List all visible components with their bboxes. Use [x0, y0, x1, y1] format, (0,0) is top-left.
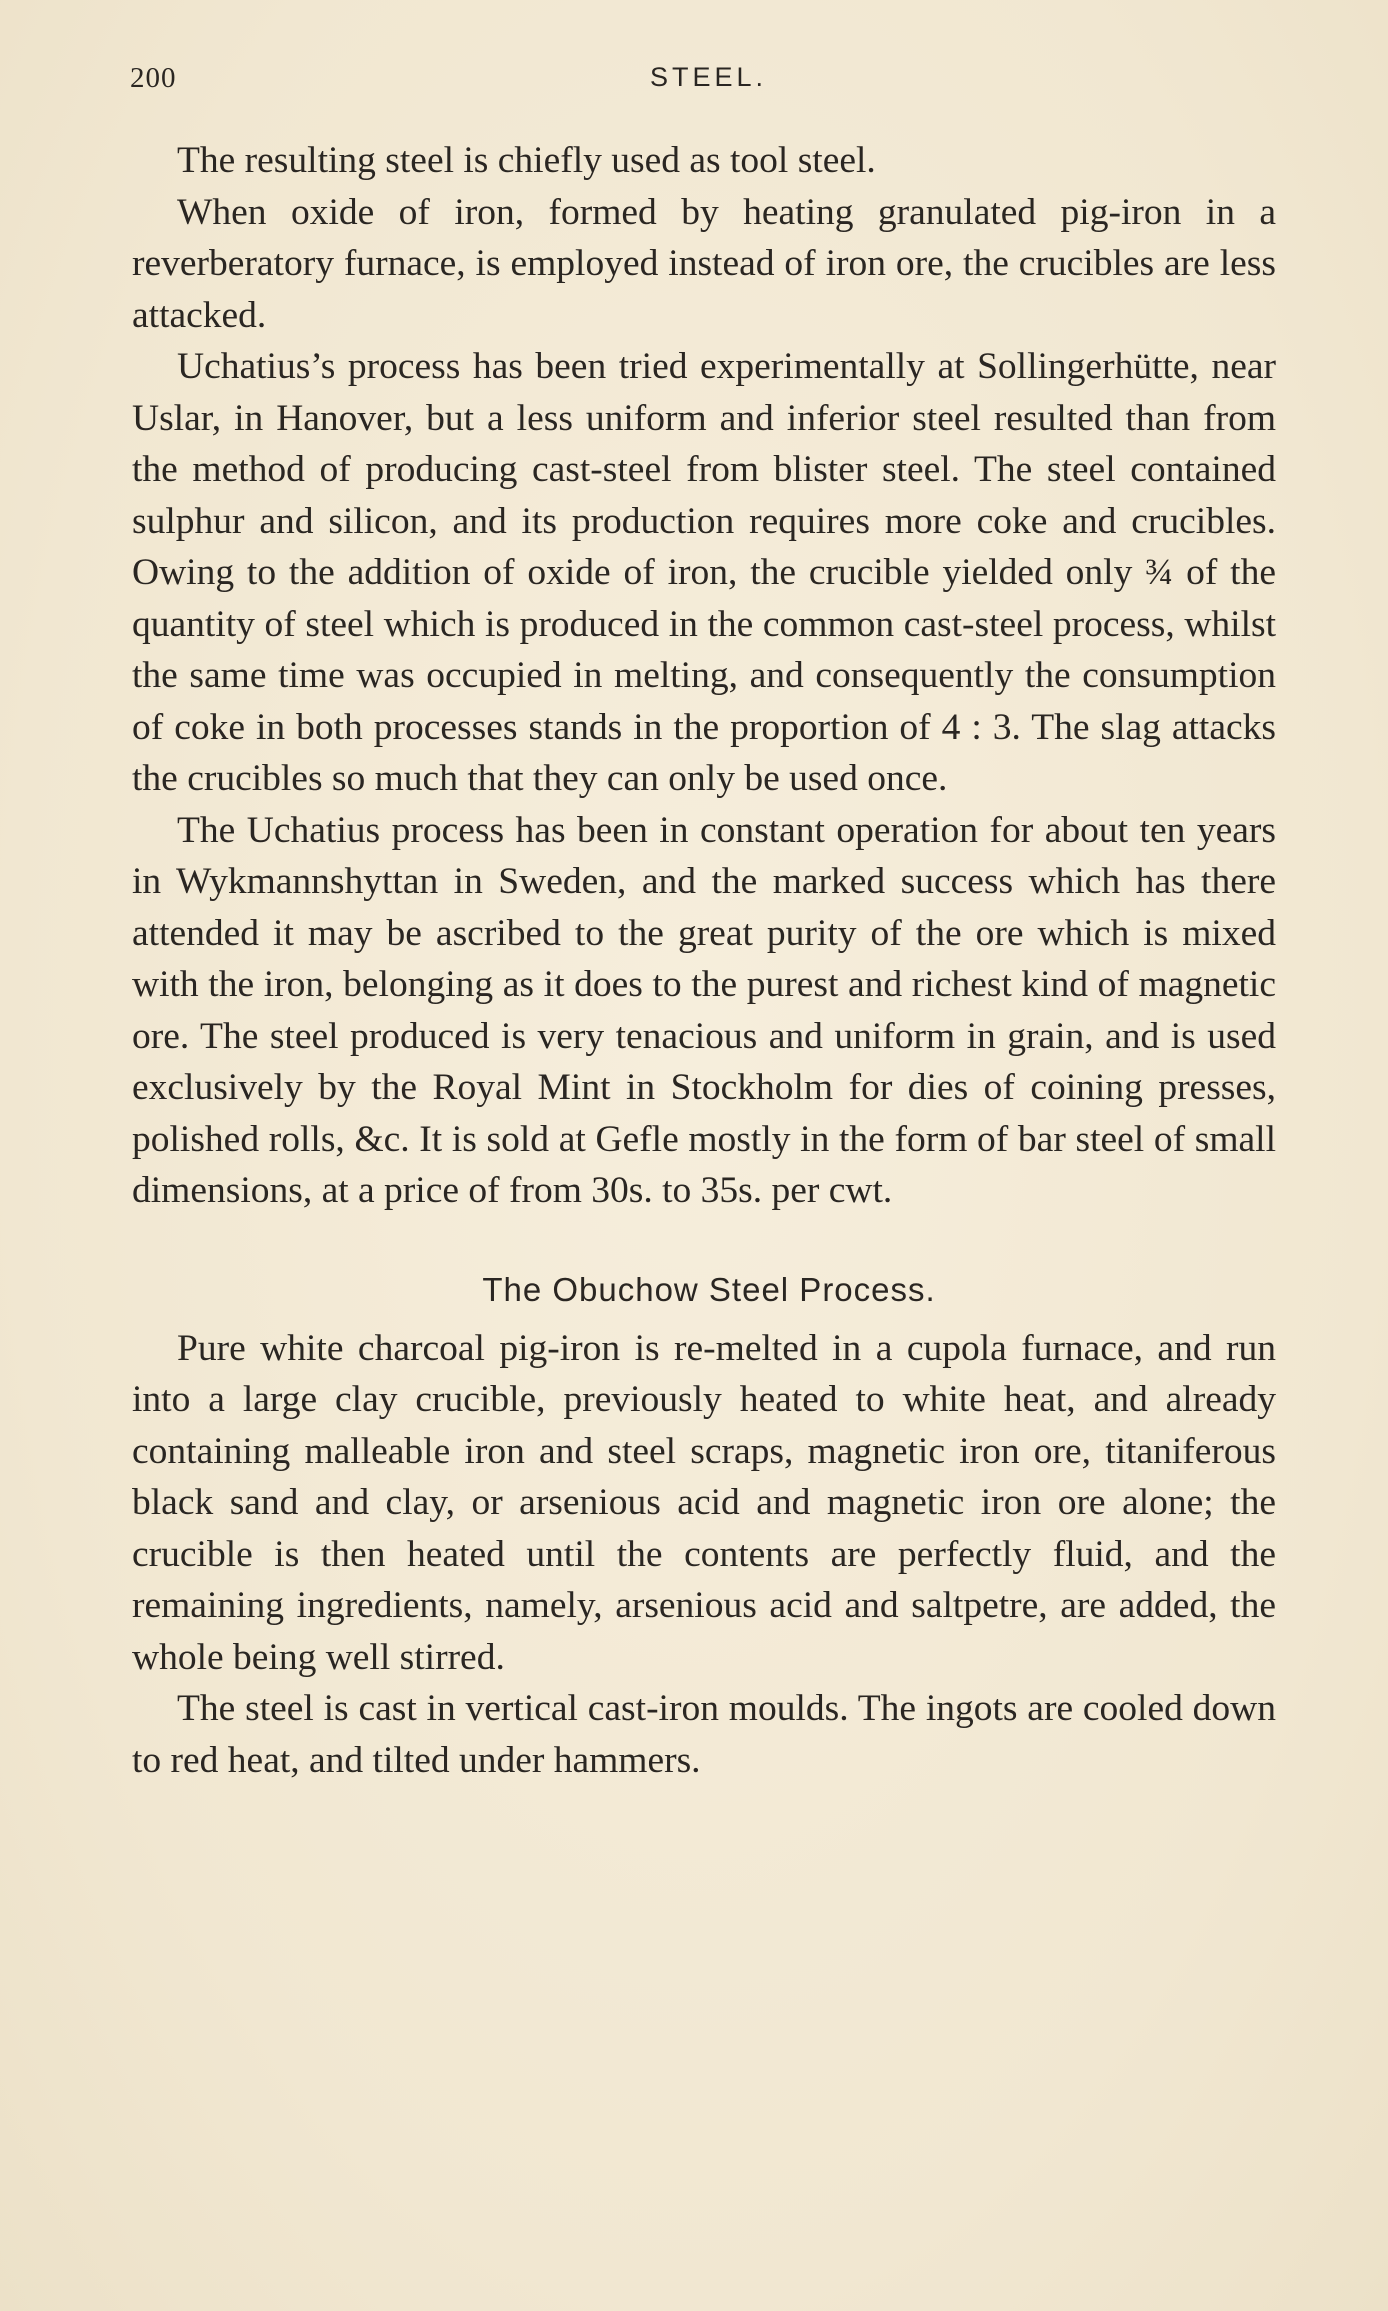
section-heading: The Obuchow Steel Process.	[482, 1270, 936, 1308]
paragraph-obuchow-process: Pure white charcoal pig-iron is re-melted in a cupola furnace, and run into a large clay crucible, previously heated to white heat, and already containing malleable iron and steel scraps, magnetic iron ore, titaniferous black sand and clay, or arsenious acid and magnetic iron ore alone; the crucible is then heated until the contents are perfectly fluid, and the remaining ingredients, namely, arsenious acid and saltpetre, are added, the whole being well stirred.	[132, 1327, 1276, 1678]
page-number: 200	[130, 62, 177, 94]
paragraph-casting: The steel is cast in vertical cast-iron moulds. The ingots are cooled down to red heat, and tilted under hammers.	[132, 1688, 1276, 1781]
paragraph-tool-steel: The resulting steel is chiefly used as tool steel.	[177, 140, 876, 181]
paragraph-oxide-of-iron: When oxide of iron, formed by heating granulated pig-iron in a reverberatory furnace, is employed instead of iron ore, the crucibles are less attacked.	[132, 191, 1276, 336]
running-head	[130, 62, 1275, 102]
body-text	[132, 135, 1276, 1786]
paragraph-sollingerhutte: Uchatius’s process has been tried experimentally at Sollingerhütte, near Uslar, in Hanover, but a less uniform and inferior steel resulted than from the method of producing cast-steel from blister steel. The steel contained sulphur and silicon, and its production requires more coke and crucibles. Owing to the addition of oxide of iron, the crucible yielded only ¾ of the quantity of steel which is produced in the common cast-steel process, whilst the same time was occupied in melting, and consequently the consumption of coke in both processes stands in the proportion of 4 : 3. The slag attacks the crucibles so much that they can only be used once.	[132, 346, 1276, 799]
running-head-title: STEEL.	[650, 62, 768, 92]
paragraph-wykmannshyttan: The Uchatius process has been in constant operation for about ten years in Wykmannshyttan in Sweden, and the marked success which has there attended it may be ascribed to the great purity of the ore which is mixed with the iron, belonging as it does to the purest and richest kind of magnetic ore. The steel produced is very tenacious and uniform in grain, and is used exclusively by the Royal Mint in Stockholm for dies of coining presses, polished rolls, &c. It is sold at Gefle mostly in the form of bar steel of small dimensions, at a price of from 30s. to 35s. per cwt.	[132, 809, 1276, 1211]
